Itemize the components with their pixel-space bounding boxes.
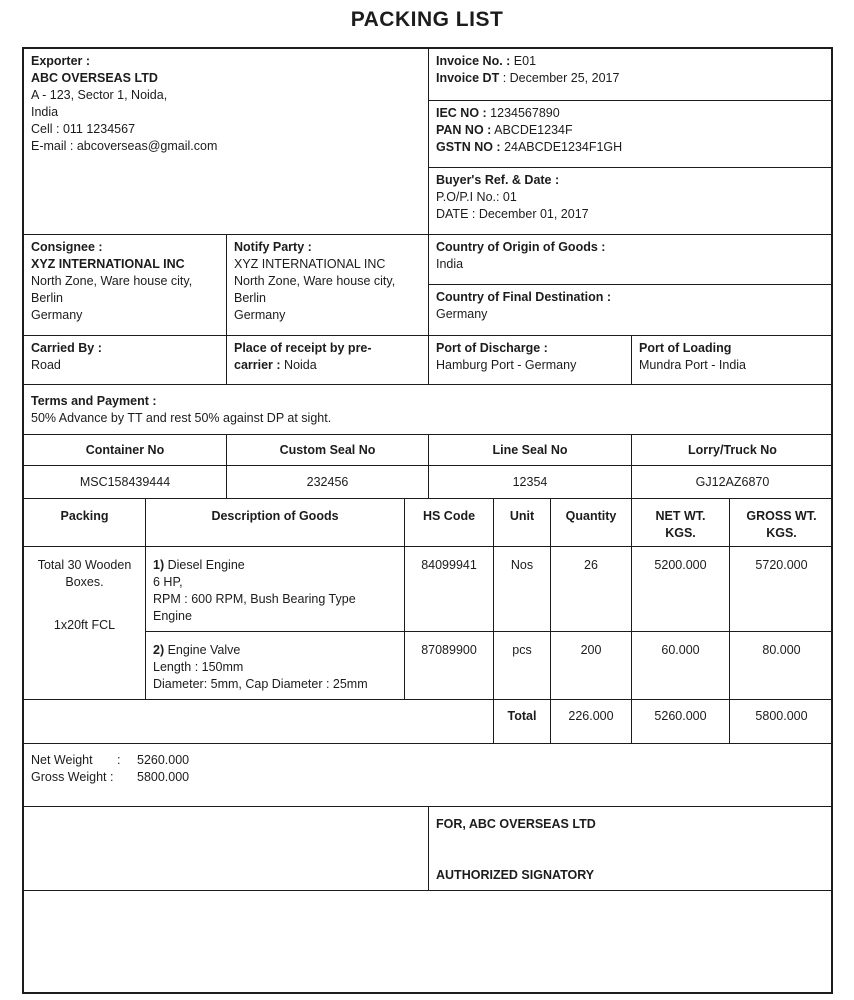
item-2-description — [146, 632, 405, 700]
consignee-address-3: Germany — [31, 308, 83, 322]
buyer-po: P.O/P.I No.: 01 — [436, 190, 517, 204]
total-blank-cell — [24, 700, 494, 744]
consignee-section — [24, 235, 227, 336]
item-2-number: 2) — [153, 643, 165, 657]
item-1-description — [146, 547, 405, 632]
item-1-detail-3: Engine — [153, 609, 192, 623]
notify-party-name: XYZ INTERNATIONAL INC — [234, 257, 386, 271]
item-1-number: 1) — [153, 558, 165, 572]
signatory-label: AUTHORIZED SIGNATORY — [436, 868, 595, 882]
terms-section — [24, 385, 833, 435]
item-2-gross-weight: 80.000 — [730, 632, 833, 700]
item-2-detail-1: Length : 150mm — [153, 660, 244, 674]
net-weight-header — [632, 499, 730, 547]
origin-value: India — [436, 257, 464, 271]
item-2-unit: pcs — [494, 632, 551, 700]
item-2-detail-2: Diameter: 5mm, Cap Diameter : 25mm — [153, 677, 368, 691]
gstn-no: 24ABCDE1234F1GH — [500, 140, 623, 154]
terms-label: Terms and Payment : — [31, 394, 157, 408]
destination-value: Germany — [436, 307, 488, 321]
net-weight-label: Net Weight — [31, 753, 93, 767]
ids-section — [429, 101, 833, 168]
origin-label: Country of Origin of Goods : — [436, 240, 606, 254]
consignee-name: XYZ INTERNATIONAL INC — [31, 257, 185, 271]
notify-party-address-1: North Zone, Ware house city, — [234, 274, 396, 288]
description-header: Description of Goods — [146, 499, 405, 547]
notify-party-section — [227, 235, 429, 336]
notify-party-address-3: Germany — [234, 308, 286, 322]
carried-by-section — [24, 336, 227, 385]
loading-section — [632, 336, 833, 385]
exporter-email: E-mail : abcoverseas@gmail.com — [31, 139, 218, 153]
iec-label: IEC NO : — [436, 106, 487, 120]
consignee-address-1: North Zone, Ware house city, — [31, 274, 193, 288]
net-weight-header-line-2: KGS. — [665, 526, 696, 540]
item-1-hs-code: 84099941 — [405, 547, 494, 632]
packing-header: Packing — [24, 499, 146, 547]
receipt-section — [227, 336, 429, 385]
item-1-detail-1: 6 HP, — [153, 575, 183, 589]
quantity-header: Quantity — [551, 499, 632, 547]
notify-party-address-2: Berlin — [234, 291, 266, 305]
notify-party-label: Notify Party : — [234, 240, 312, 254]
buyer-date: DATE : December 01, 2017 — [436, 207, 589, 221]
unit-header: Unit — [494, 499, 551, 547]
container-no: MSC158439444 — [24, 466, 227, 499]
signatory-section — [429, 807, 833, 891]
gross-weight-header — [730, 499, 833, 547]
hs-code-header: HS Code — [405, 499, 494, 547]
item-1-net-weight: 5200.000 — [632, 547, 730, 632]
packing-line-3: 1x20ft FCL — [53, 618, 116, 632]
total-label: Total — [494, 700, 551, 744]
item-1-quantity: 26 — [551, 547, 632, 632]
net-weight-value: 5260.000 — [137, 753, 190, 767]
lorry-truck-no: GJ12AZ6870 — [632, 466, 833, 499]
item-2-net-weight: 60.000 — [632, 632, 730, 700]
packing-list-form — [22, 47, 833, 994]
item-2-hs-code: 87089900 — [405, 632, 494, 700]
total-net-weight: 5260.000 — [632, 700, 730, 744]
lorry-truck-header: Lorry/Truck No — [632, 435, 833, 466]
loading-value: Mundra Port - India — [639, 358, 746, 372]
receipt-label: Place of receipt by pre- — [234, 341, 372, 355]
line-seal-header: Line Seal No — [429, 435, 632, 466]
item-1-name: Diesel Engine — [164, 558, 245, 572]
pan-no: ABCDE1234F — [491, 123, 573, 137]
exporter-address-line-2: India — [31, 105, 59, 119]
gross-weight-label: Gross Weight : — [31, 770, 114, 784]
custom-seal-no: 232456 — [227, 466, 429, 499]
item-2-quantity: 200 — [551, 632, 632, 700]
total-gross-weight: 5800.000 — [730, 700, 833, 744]
terms-value: 50% Advance by TT and rest 50% against DP at sight. — [31, 411, 332, 425]
buyer-ref-section — [429, 168, 833, 235]
carried-by-value: Road — [31, 358, 61, 372]
item-1-gross-weight: 5720.000 — [730, 547, 833, 632]
invoice-section — [429, 49, 833, 101]
invoice-date-label: Invoice DT — [436, 71, 500, 85]
iec-no: 1234567890 — [486, 106, 560, 120]
receipt-label-2: carrier : — [234, 358, 281, 372]
exporter-section — [24, 49, 429, 235]
item-1-detail-2: RPM : 600 RPM, Bush Bearing Type — [153, 592, 356, 606]
page-title: PACKING LIST — [350, 8, 504, 31]
exporter-cell: Cell : 011 1234567 — [31, 122, 136, 136]
gross-weight-header-line-2: KGS. — [766, 526, 797, 540]
exporter-address-line-1: A - 123, Sector 1, Noida, — [31, 88, 168, 102]
exporter-label: Exporter : — [31, 54, 91, 68]
custom-seal-header: Custom Seal No — [227, 435, 429, 466]
consignee-address-2: Berlin — [31, 291, 63, 305]
receipt-value: Noida — [280, 358, 317, 372]
item-1-unit: Nos — [494, 547, 551, 632]
pan-label: PAN NO : — [436, 123, 492, 137]
discharge-section — [429, 336, 632, 385]
item-2-name: Engine Valve — [164, 643, 241, 657]
buyer-ref-label: Buyer's Ref. & Date : — [436, 173, 560, 187]
loading-label: Port of Loading — [639, 341, 732, 355]
consignee-label: Consignee : — [31, 240, 103, 254]
weights-section — [24, 744, 833, 807]
net-weight-separator: : — [117, 753, 121, 767]
invoice-no: E01 — [510, 54, 537, 68]
discharge-value: Hamburg Port - Germany — [436, 358, 577, 372]
invoice-no-label: Invoice No. : — [436, 54, 511, 68]
gross-weight-header-line-1: GROSS WT. — [746, 509, 817, 523]
destination-section — [429, 285, 833, 336]
carried-by-label: Carried By : — [31, 341, 102, 355]
destination-label: Country of Final Destination : — [436, 290, 611, 304]
blank-footer-area — [24, 891, 833, 994]
packing-cell — [24, 547, 146, 700]
origin-section — [429, 235, 833, 285]
gross-weight-value: 5800.000 — [137, 770, 190, 784]
packing-line-1: Total 30 Wooden — [37, 558, 132, 572]
discharge-label: Port of Discharge : — [436, 341, 548, 355]
packing-line-2: Boxes. — [65, 575, 104, 589]
total-quantity: 226.000 — [551, 700, 632, 744]
exporter-name: ABC OVERSEAS LTD — [31, 71, 158, 85]
line-seal-no: 12354 — [429, 466, 632, 499]
container-no-header: Container No — [24, 435, 227, 466]
net-weight-header-line-1: NET WT. — [655, 509, 706, 523]
signatory-company: FOR, ABC OVERSEAS LTD — [436, 817, 596, 831]
signature-blank-cell — [24, 807, 429, 891]
invoice-date: : December 25, 2017 — [499, 71, 620, 85]
gstn-label: GSTN NO : — [436, 140, 501, 154]
